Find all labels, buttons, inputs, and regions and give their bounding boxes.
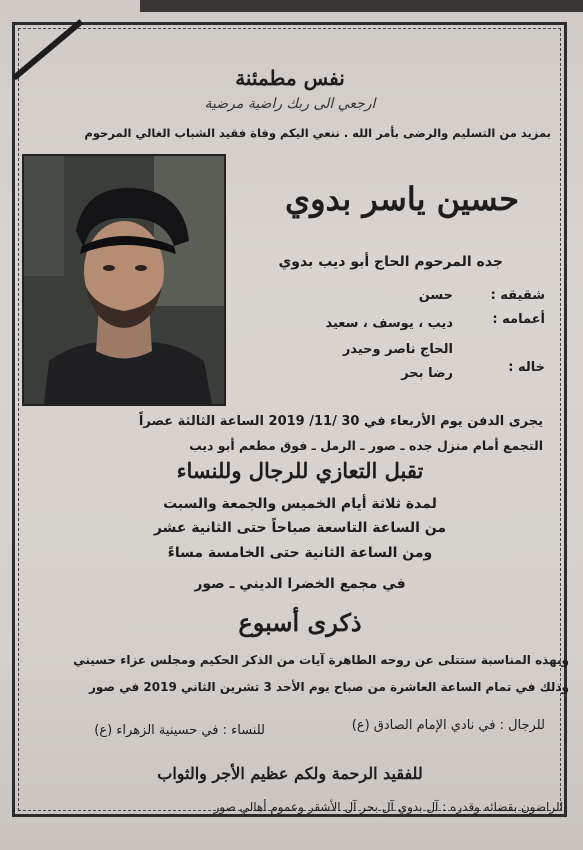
condolences-afternoon: ومن الساعة الثانية حتى الخامسة مساءً	[167, 545, 433, 561]
relative-value: الحاج ناصر وحيدر	[342, 342, 453, 357]
deceased-name: حسين ياسر بدوي	[285, 180, 519, 218]
condolences-title: تقبل التعازي للرجال وللنساء	[176, 458, 424, 483]
relative-label: أعمامه :	[492, 312, 545, 327]
gathering-line: التجمع أمام منزل جده ـ صور ـ الرمل ـ فوق مطعم أبو ديب	[189, 438, 543, 453]
relative-value: ديب ، يوسف ، سعيد	[325, 316, 453, 331]
burial-date-line: يجرى الدفن يوم الأربعاء في 30 /11/ 2019 الساعة الثالثة عصراً	[138, 414, 543, 429]
verse-title: نفس مطمئنة	[235, 66, 345, 90]
condolences-venue: في مجمع الخضرا الديني ـ صور	[194, 576, 406, 592]
announcement-line: بمزيد من التسليم والرضى بأمر الله . ننعي اليكم وفاة فقيد الشباب الغالي المرحوم	[84, 126, 551, 140]
deceased-photo	[22, 154, 226, 406]
relative-label: خاله :	[508, 360, 545, 375]
background-edge	[140, 0, 583, 12]
memorial-line-2: وذلك في تمام الساعة العاشرة من صباح يوم الأحد 3 تشرين الثاني 2019 في صور	[89, 680, 569, 694]
grandfather-line: جده المرحوم الحاج أبو ديب بدوي	[278, 254, 503, 270]
condolences-days: لمدة ثلاثة أيام الخميس والجمعة والسبت	[163, 496, 437, 512]
calligraphy-verse: ارجعي الى ربك راضية مرضية	[204, 96, 376, 112]
memorial-line-1: وبهذه المناسبة ستتلى عن روحه الطاهرة آيات من الذكر الحكيم ومجلس عزاء حسيني	[73, 653, 569, 667]
closing-prayer: للفقيد الرحمة ولكم عظيم الأجر والثواب	[157, 764, 423, 783]
relative-label: شقيقه :	[490, 288, 545, 303]
relative-value: رضا بحر	[401, 366, 453, 381]
men-venue: للرجال : في نادي الإمام الصادق (ع)	[351, 718, 545, 733]
relative-value: حسن	[418, 288, 453, 303]
week-memorial-title: ذكرى أسبوع	[238, 608, 362, 637]
mourners-line: الراضون بقضائه وقدره : آل بدوي آل بحر آل الأشقر وعموم أهالي صور	[213, 800, 563, 814]
condolences-morning: من الساعة التاسعة صباحاً حتى الثانية عشر	[153, 520, 447, 536]
women-venue: للنساء : في حسينية الزهراء (ع)	[94, 723, 265, 738]
